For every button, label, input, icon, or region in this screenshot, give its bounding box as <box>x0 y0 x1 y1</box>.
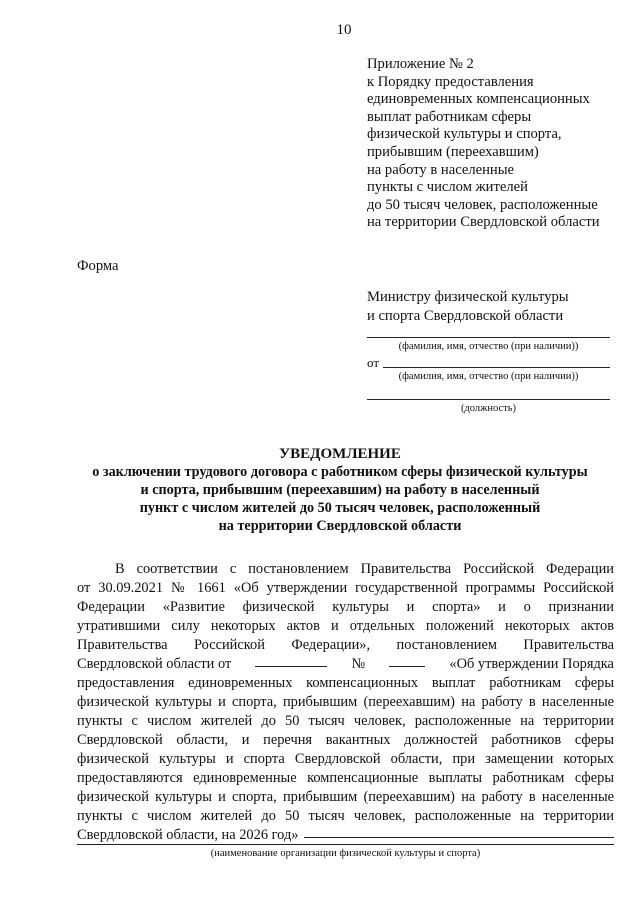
appendix-line: пункты с числом жителей <box>367 179 528 196</box>
from-label: от <box>367 355 380 370</box>
appendix-line: на территории Свердловской области <box>367 214 600 231</box>
organization-name-field-continued[interactable] <box>77 844 614 845</box>
appendix-line: к Порядку предоставления <box>367 73 534 90</box>
appendix-line: Приложение № 2 <box>367 56 474 72</box>
appendix-header <box>367 56 600 232</box>
fio-caption-1: (фамилия, имя, отчество (при наличии)) <box>398 341 579 352</box>
decree-date-field[interactable] <box>255 655 327 667</box>
organization-caption: (наименование организации физической культуры и спорта) <box>210 848 481 859</box>
body-line-part: Свердловской области от <box>77 656 232 672</box>
body-last-line <box>77 826 614 845</box>
body-line-part: Свердловской области, на 2026 год» <box>77 827 299 843</box>
appendix-line: единовременных компенсационных <box>367 91 590 108</box>
fio-caption-2: (фамилия, имя, отчество (при наличии)) <box>398 371 579 382</box>
position-field[interactable] <box>367 399 610 400</box>
body-line: В соответствии с постановлением Правительства Российской Федерации <box>115 561 614 577</box>
title-line: и спорта, прибывшим (переехавшим) на работу в населенный <box>140 482 540 498</box>
position-caption: (должность) <box>460 403 517 414</box>
body-line: пункты с числом жителей до 50 тысяч человек, расположенные на территории <box>77 713 614 729</box>
body-line-with-blanks <box>77 655 614 674</box>
body-line: физической культуры и спорта Свердловской области, при замещении которых <box>77 751 614 767</box>
fio-recipient-field[interactable] <box>367 337 610 338</box>
fio-sender-field[interactable] <box>383 367 610 368</box>
title-line: на территории Свердловской области <box>218 518 462 534</box>
page-number: 10 <box>336 22 352 38</box>
body-line: Федерации «Развитие физической культуры и спорта» и о признании <box>77 599 614 615</box>
appendix-line: выплат работникам сферы <box>367 108 532 125</box>
body-paragraph <box>77 560 614 845</box>
body-line-part: № <box>351 656 366 672</box>
body-line: предоставления единовременных компенсационных выплат работникам сферы <box>77 675 614 691</box>
body-line: пункты с числом жителей до 50 тысяч человек, расположенные на территории <box>77 808 614 824</box>
body-line-part: «Об утверждении Порядка <box>449 656 614 672</box>
body-line: физической культуры и спорта, прибывшим (переехавшим) на работу в населенные <box>77 789 614 805</box>
title-main: УВЕДОМЛЕНИЕ <box>279 446 401 462</box>
addressee-block <box>367 288 569 326</box>
title-line: пункт с числом жителей до 50 тысяч человек, расположенный <box>139 500 541 516</box>
addressee-line: и спорта Свердловской области <box>367 308 564 324</box>
body-line: предоставляются единовременные компенсационные выплаты работникам сферы <box>77 770 614 786</box>
body-line: от 30.09.2021 № 1661 «Об утверждении государственной программы Российской <box>77 580 614 596</box>
form-label: Форма <box>77 258 119 274</box>
body-line: Свердловской области, и перечня вакантных должностей работников сферы <box>77 732 614 748</box>
appendix-line: физической культуры и спорта, <box>367 126 562 143</box>
decree-number-field[interactable] <box>389 655 425 667</box>
body-line: физической культуры и спорта, прибывшим (переехавшим) на работу в населенные <box>77 694 614 710</box>
appendix-line: прибывшим (переехавшим) <box>367 143 539 160</box>
appendix-line: на работу в населенные <box>367 161 514 178</box>
body-line: Правительства Российской Федерации», постановлением Правительства <box>77 637 614 653</box>
appendix-line: до 50 тысяч человек, расположенные <box>367 196 598 213</box>
organization-name-field[interactable] <box>304 826 614 838</box>
document-title <box>60 445 620 535</box>
title-line: о заключении трудового договора с работником сферы физической культуры <box>92 464 588 480</box>
body-line: утратившими силу некоторых актов и отдельных положений некоторых актов <box>77 618 614 634</box>
addressee-line: Министру физической культуры <box>367 289 569 305</box>
